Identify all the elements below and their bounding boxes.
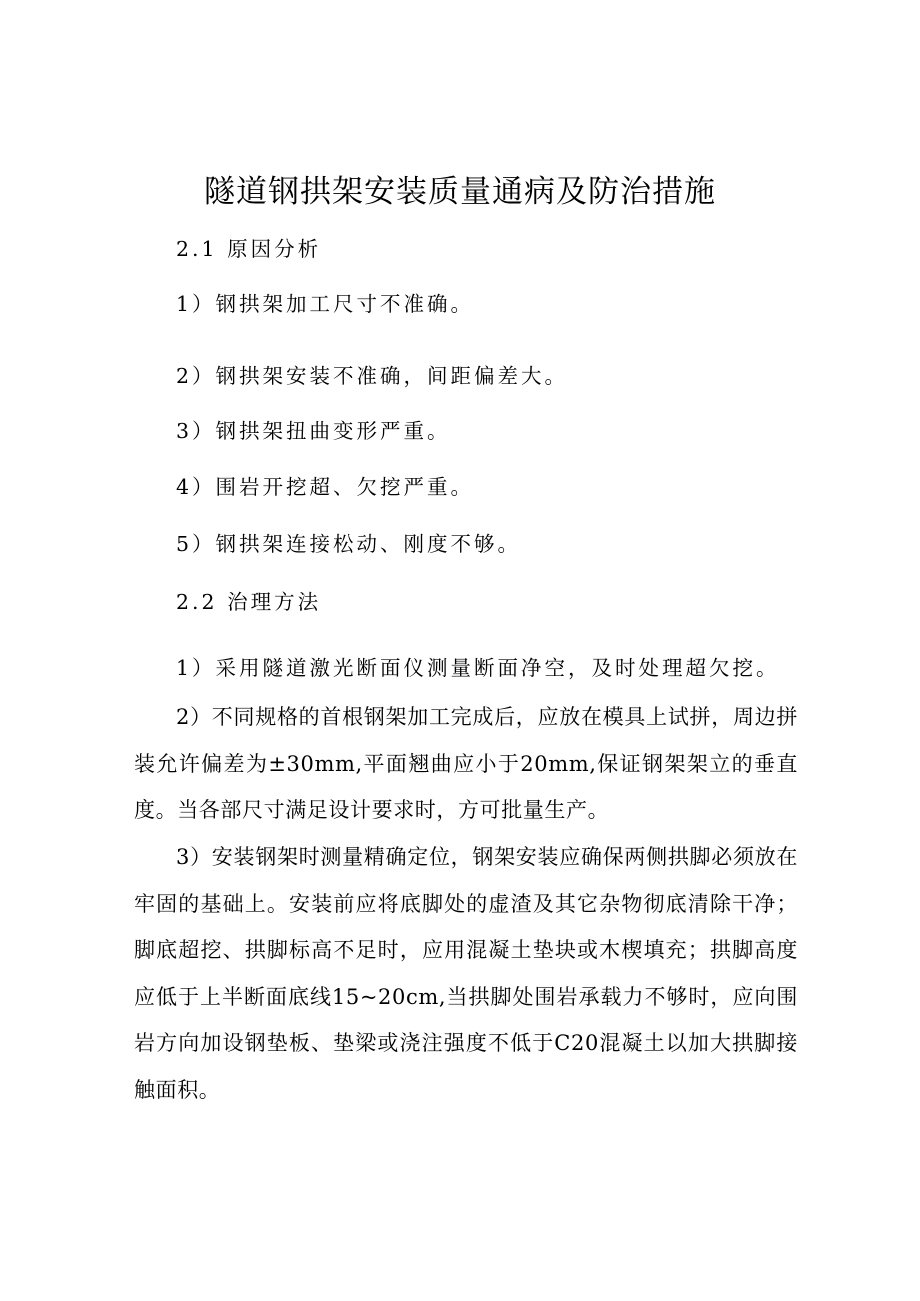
section-heading-treatment-methods: 2.2 治理方法 [176, 590, 322, 614]
treatment-item-3: 3）安装钢架时测量精确定位，钢架安装应确保两侧拱脚必须放在牢固的基础上。安装前应将底脚处的虚渣及其它杂物彻底清除干净；脚底超挖、拱脚标高不足时，应用混凝土垫块或木楔填充；拱脚高度应低于上半断面底线15~20cm,当拱脚处围岩承载力不够时，应向围岩方向加设钢垫板、垫梁或浇注强度不低于C20混凝土以加大拱脚接触面积。 [134, 845, 798, 1102]
cause-item-4: 4）围岩开挖超、欠挖严重。 [176, 475, 475, 499]
document-title: 隧道钢拱架安装质量通病及防治措施 [204, 174, 716, 210]
cause-item-3: 3）钢拱架扭曲变形严重。 [176, 419, 451, 443]
cause-item-2: 2）钢拱架安装不准确，间距偏差大。 [176, 364, 569, 388]
cause-item-5: 5）钢拱架连接松动、刚度不够。 [176, 532, 522, 556]
cause-item-1: 1）钢拱架加工尺寸不准确。 [176, 292, 475, 316]
treatment-item-2: 2）不同规格的首根钢架加工完成后，应放在模具上试拼，周边拼装允许偏差为±30mm,平面翘曲应小于20mm,保证钢架架立的垂直度。当各部尺寸满足设计要求时，方可批量生产。 [134, 705, 798, 822]
section-heading-cause-analysis: 2.1 原因分析 [176, 237, 322, 261]
treatment-item-1: 1）采用隧道激光断面仪测量断面净空，及时处理超欠挖。 [176, 656, 780, 680]
